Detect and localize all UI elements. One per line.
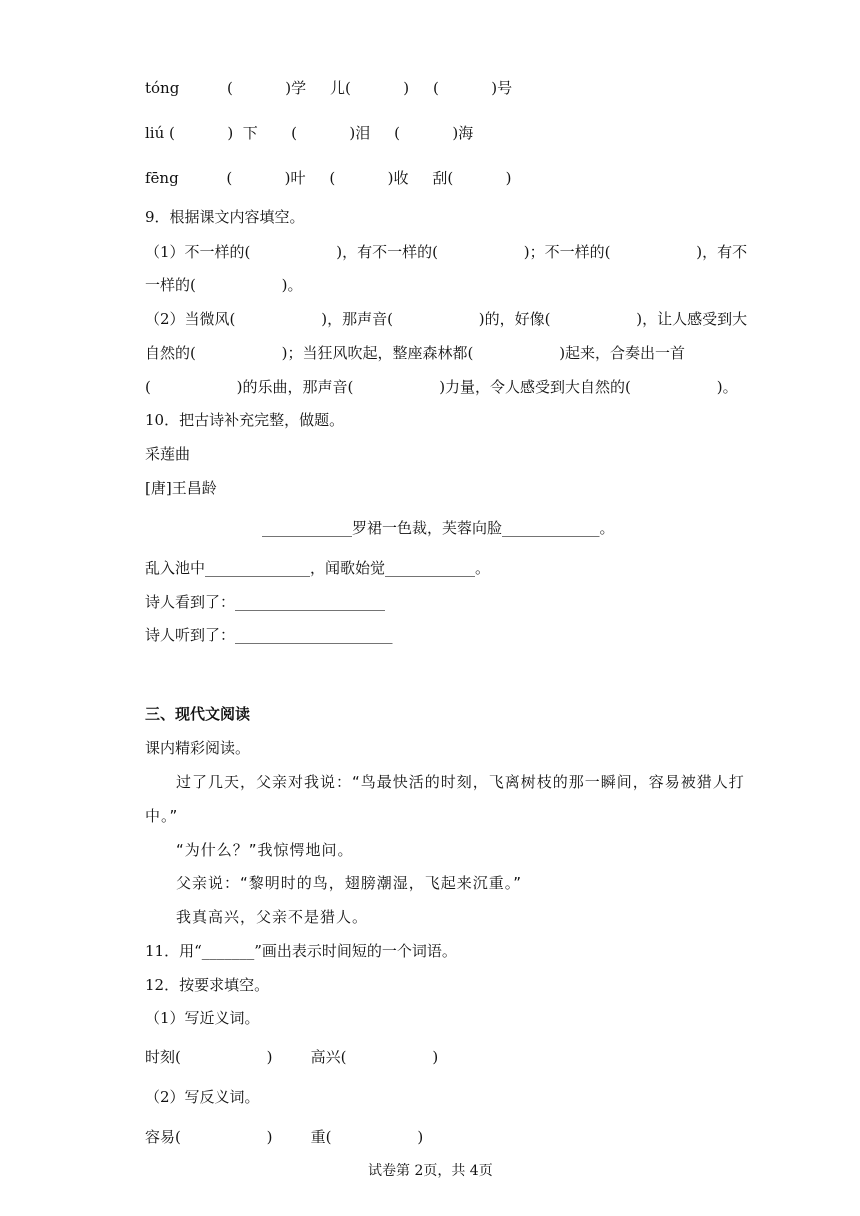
question-11-title: 11．用“_______”画出表示时间短的一个词语。 [145, 942, 457, 960]
question-9-part2-line3: ( )的乐曲，那声音( )力量，令人感受到大自然的( )。 [145, 378, 738, 396]
question-9-title: 9．根据课文内容填空。 [145, 208, 305, 226]
question-12-sub1: （1）写近义词。 [145, 1009, 260, 1027]
pinyin-row-liu: liú ( ) 下 ( )泪 ( )海 [145, 124, 474, 142]
reading-intro: 课内精彩阅读。 [145, 739, 251, 757]
question-9-part1-line2: 一样的( )。 [145, 276, 303, 294]
question-10-title: 10．把古诗补充完整，做题。 [145, 411, 345, 429]
question-9-part2-line2: 自然的( )；当狂风吹起，整座森林都( )起来，合奏出一首 [145, 344, 686, 362]
question-12-title: 12．按要求填空。 [145, 976, 270, 994]
pinyin-row-tong: tóng ( )学 儿( ) ( )号 [145, 79, 513, 97]
reading-paragraph-2: “为什么？”我惊愕地问。 [176, 841, 354, 859]
reading-paragraph-4: 我真高兴，父亲不是猎人。 [176, 908, 369, 926]
reading-paragraph-1-line1: 过了几天，父亲对我说：“鸟最快活的时刻，飞离树枝的那一瞬间，容易被猎人打 [176, 773, 745, 791]
poem-line-1: ____________罗裙一色裁，芙蓉向脸_____________。 [262, 519, 615, 537]
poem-title: 采莲曲 [145, 445, 191, 463]
reading-paragraph-3: 父亲说：“黎明时的鸟，翅膀潮湿，飞起来沉重。” [176, 874, 523, 892]
poem-line-2: 乱入池中______________，闻歌始觉____________。 [145, 559, 491, 577]
question-12-sub1-items: 时刻( ) 高兴( ) [145, 1048, 439, 1066]
reading-paragraph-1-line2: 中。” [145, 807, 179, 825]
question-9-part2-line1: （2）当微风( )，那声音( )的，好像( )，让人感受到大 [145, 310, 748, 328]
poet-heard-line: 诗人听到了：_____________________ [145, 626, 393, 644]
question-12-sub2-items: 容易( ) 重( ) [145, 1128, 424, 1146]
section-3-title: 三、现代文阅读 [145, 705, 251, 723]
poet-saw-line: 诗人看到了：____________________ [145, 593, 386, 611]
question-12-sub2: （2）写反义词。 [145, 1088, 260, 1106]
page-footer: 试卷第 2页，共 4页 [368, 1163, 493, 1179]
poem-author: [唐]王昌龄 [145, 479, 217, 497]
pinyin-row-feng: fēng ( )叶 ( )收 刮( ) [145, 169, 512, 187]
question-9-part1-line1: （1）不一样的( )，有不一样的( )；不一样的( )，有不 [145, 243, 748, 261]
